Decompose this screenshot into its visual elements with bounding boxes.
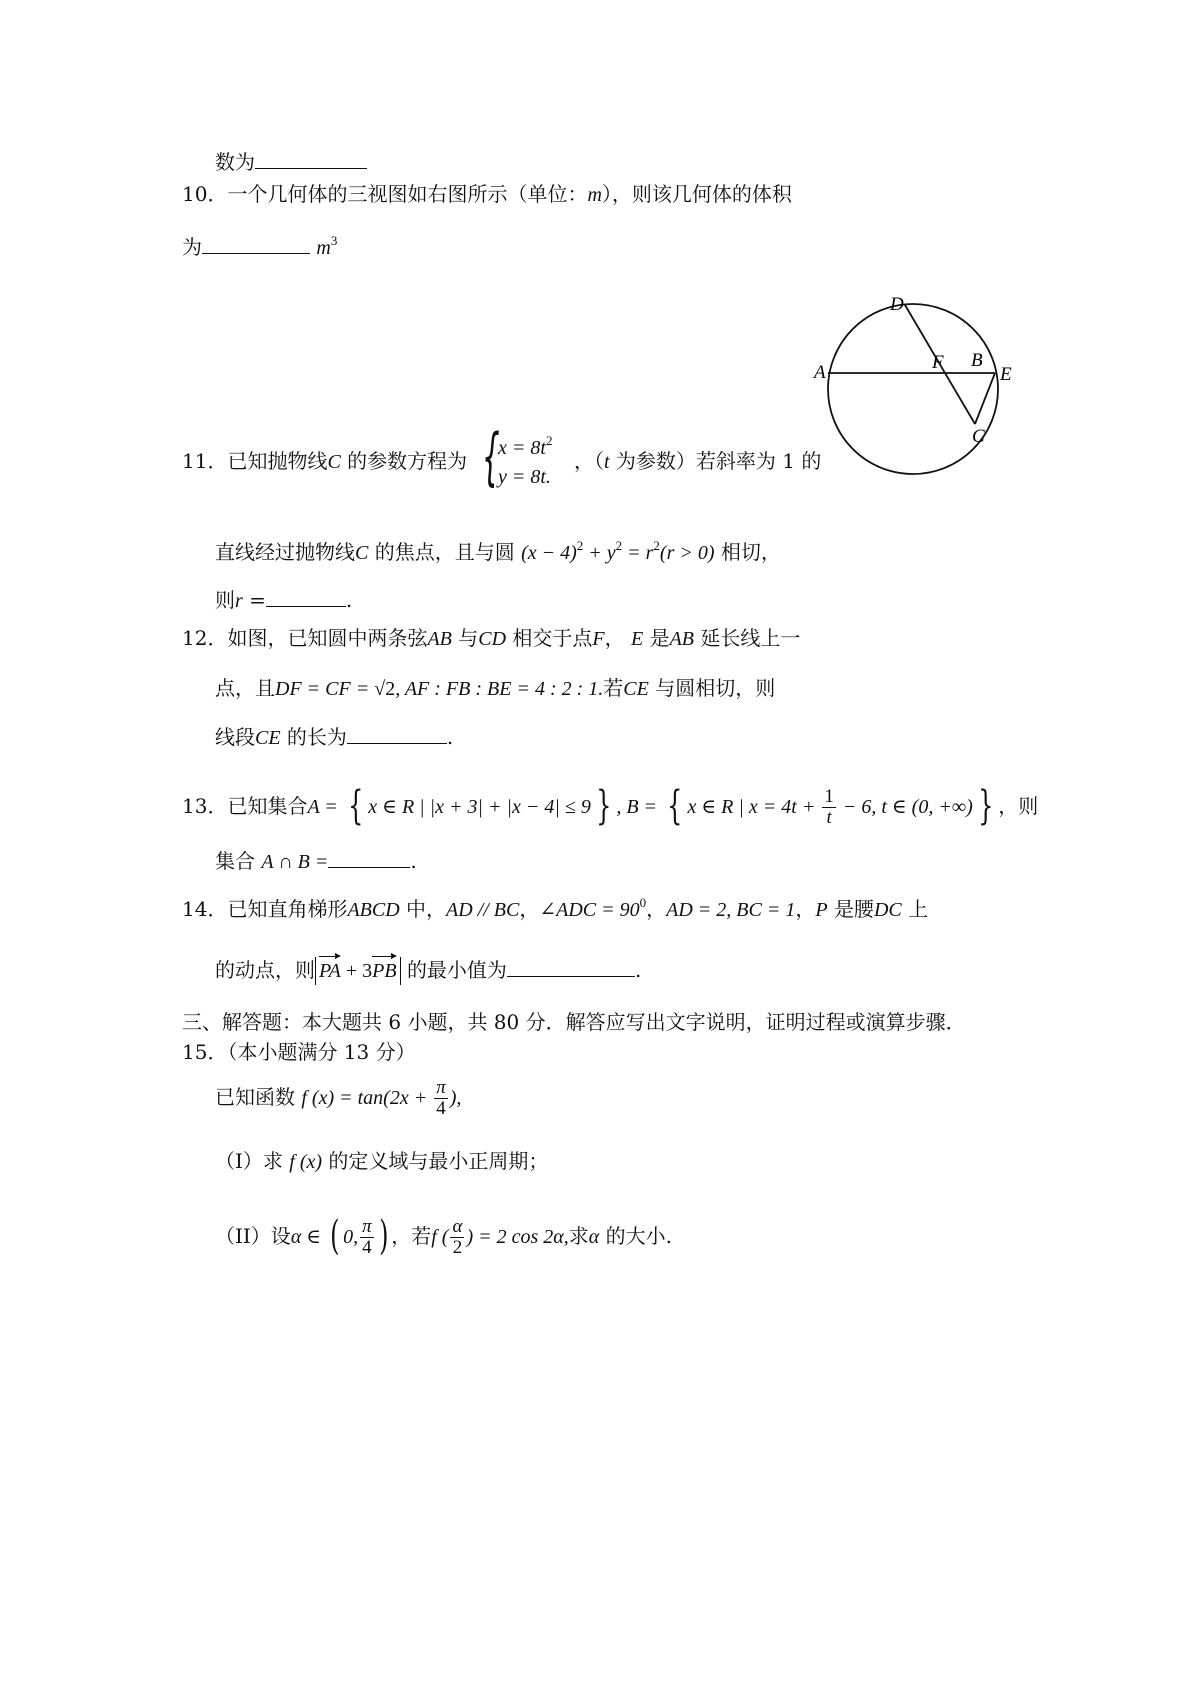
- q12-line3: 线段CE 的长为 .: [215, 725, 454, 749]
- answer-blank: [347, 742, 447, 744]
- fraction-pi-over-4: $\frac{\pi}{4}$: [362, 1216, 372, 1258]
- label-b: B: [971, 350, 983, 371]
- circle-chord-figure: [814, 294, 1040, 480]
- q13-line1: 13．已知集合A = { x ∈ R | |x + 3| + |x − 4| ≤ 9 } , B = { x ∈ R | x = 4t + $\frac{1}{t}$ − 6, t ∈ (0, +∞) } ，则: [182, 783, 1039, 829]
- circle: [828, 304, 998, 474]
- answer-blank: [266, 605, 346, 607]
- q15-part1: （Ⅰ）求 f (x) 的定义域与最小正周期；: [215, 1149, 549, 1173]
- tangent-ce: [975, 373, 995, 424]
- q11-line1-tail: ，（t 为参数）若斜率为 1 的: [574, 449, 822, 473]
- answer-blank: [255, 167, 367, 169]
- label-a: A: [814, 362, 826, 383]
- label-d: D: [890, 294, 904, 315]
- brace-icon: {: [482, 420, 500, 493]
- q11-line2: 直线经过抛物线C 的焦点，且与圆 $(x - 4)^2 + y^2 = r^2(r > 0)$ 相切，: [215, 538, 781, 564]
- label-e: E: [1000, 364, 1012, 385]
- answer-blank: [328, 866, 410, 868]
- q12-line1: 12．如图，已知圆中两条弦AB 与CD 相交于点F， E 是AB 延长线上一: [182, 626, 801, 650]
- fraction-alpha-over-2: $\frac{\alpha}{2}$: [452, 1216, 463, 1258]
- fraction-1-over-t: $\frac{1}{t}$: [824, 786, 834, 828]
- vector-sum-abs: PA + 3PB: [315, 957, 401, 985]
- answer-blank: [202, 252, 310, 254]
- q13-line2: 集合 A ∩ B = .: [215, 849, 417, 873]
- q10-line1: 10．一个几何体的三视图如右图所示（单位：m），则该几何体的体积: [182, 182, 792, 206]
- label-c: C: [972, 426, 985, 447]
- q10-line2: 为 $m^3$: [182, 233, 338, 259]
- q12-line2: 点，且DF = CF = √2, AF : FB : BE = 4 : 2 : 1.若CE 与圆相切，则: [215, 676, 776, 700]
- label-f: F: [932, 352, 944, 373]
- q15-function: 已知函数 f (x) = tan(2x + $\frac{\pi}{4}$ ),: [215, 1077, 462, 1119]
- fraction-pi-over-4: $\frac{\pi}{4}$: [436, 1077, 446, 1119]
- parametric-system: { $x = 8t^2$ y = 8t.: [482, 420, 553, 493]
- q14-line2: 的动点，则 PA + 3PB 的最小值为 .: [215, 957, 641, 985]
- q15-heading: 15．（本小题满分 13 分）: [182, 1040, 416, 1064]
- q11-line3: 则r = .: [215, 588, 353, 612]
- q14-line1: 14．已知直角梯形ABCD 中，AD // BC，∠ADC = $90^0$，AD = 2, BC = 1，P 是腰DC 上: [182, 895, 929, 921]
- q15-part2: （II）设α ∈ ( 0, $\frac{\pi}{4}$ ) ，若f ( $\frac{\alpha}{2}$ ) = 2 cos 2α,求α 的大小.: [215, 1213, 672, 1259]
- q9-tail: 数为: [215, 150, 367, 174]
- section-3-heading: 三、解答题：本大题共 6 小题，共 80 分．解答应写出文字说明，证明过程或演算步骤．: [182, 1010, 966, 1034]
- answer-blank: [507, 975, 635, 977]
- q11-line1: 11．已知抛物线C 的参数方程为: [182, 449, 468, 473]
